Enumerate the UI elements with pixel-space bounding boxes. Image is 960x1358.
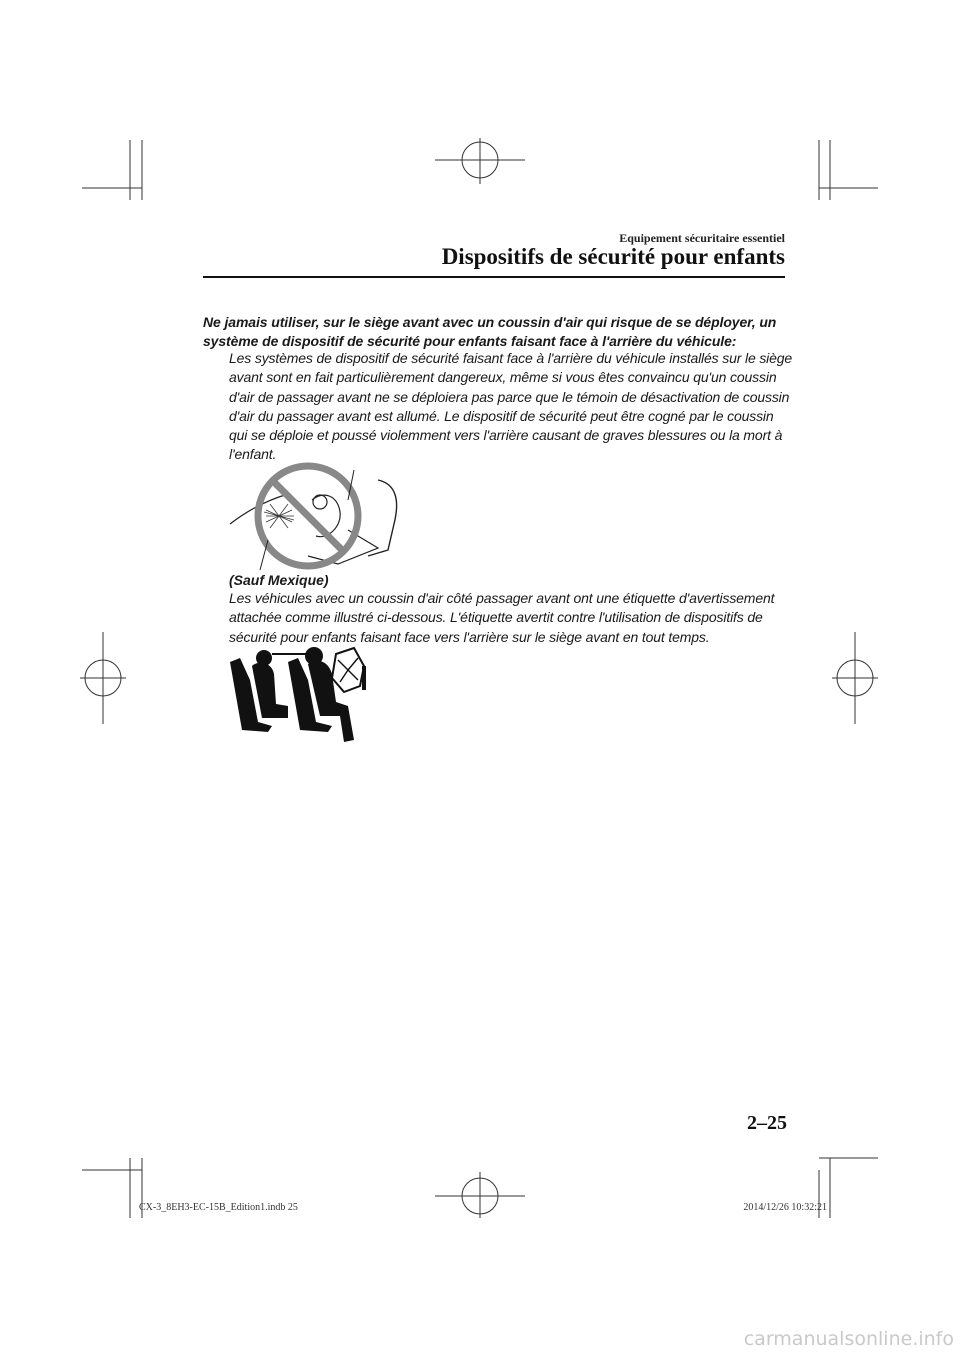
section-label: Equipement sécuritaire essentiel [619, 231, 785, 245]
page-number: 2–25 [747, 1112, 787, 1134]
page-title: Dispositifs de sécurité pour enfants [441, 244, 785, 269]
registration-mark-right [832, 632, 878, 724]
registration-mark-bottom [435, 1172, 525, 1218]
crop-mark-top-left [82, 140, 142, 200]
crop-mark-top-right [819, 140, 878, 200]
crop-mark-bottom-right [819, 1158, 878, 1218]
rear-facing-seat-prohibited-illustration [228, 460, 426, 576]
watermark: carmanualsonline.info [743, 1328, 954, 1350]
registration-mark-left [80, 632, 126, 724]
footer-timestamp: 2014/12/26 10:32:21 [743, 1202, 827, 1213]
note-body: Les véhicules avec un coussin d'air côté passager avant ont une étiquette d'avertissement attachée comme illustré ci-dessous. L'étiquette avertit contre l'utilisation de dispositifs de sécurité pour enfants faisant face vers l'arrière sur le siège avant en tout temps. [229, 590, 775, 645]
registration-mark-top [435, 138, 525, 184]
warning-title: Ne jamais utiliser, sur le siège avant avec un coussin d'air qui risque de se déployer, un système de dispositif de sécurité pour enfants faisant face à l'arrière du véhicule: [203, 314, 777, 349]
note-heading: (Sauf Mexique) [229, 572, 329, 588]
warning-body: Les systèmes de dispositif de sécurité faisant face à l'arrière du véhicule installés sur le siège avant sont en fait particulièrement dangereux, même si vous êtes convaincu qu'un coussin d'air de passager avant ne se déploiera pas parce que le témoin de désactivation de coussin d'air du passager avant est allumé. Le dispositif de sécurité peut être cogné par le coussin qui se déploie et poussé violemment vers l'arrière causant de graves blessures ou la mort à l'enfant. [229, 350, 793, 463]
airbag-warning-label-illustration [228, 640, 368, 744]
footer-file-name: CX-3_8EH3-EC-15B_Edition1.indb 25 [139, 1202, 298, 1213]
crop-mark-bottom-left [82, 1158, 142, 1218]
header-rule [203, 276, 785, 278]
